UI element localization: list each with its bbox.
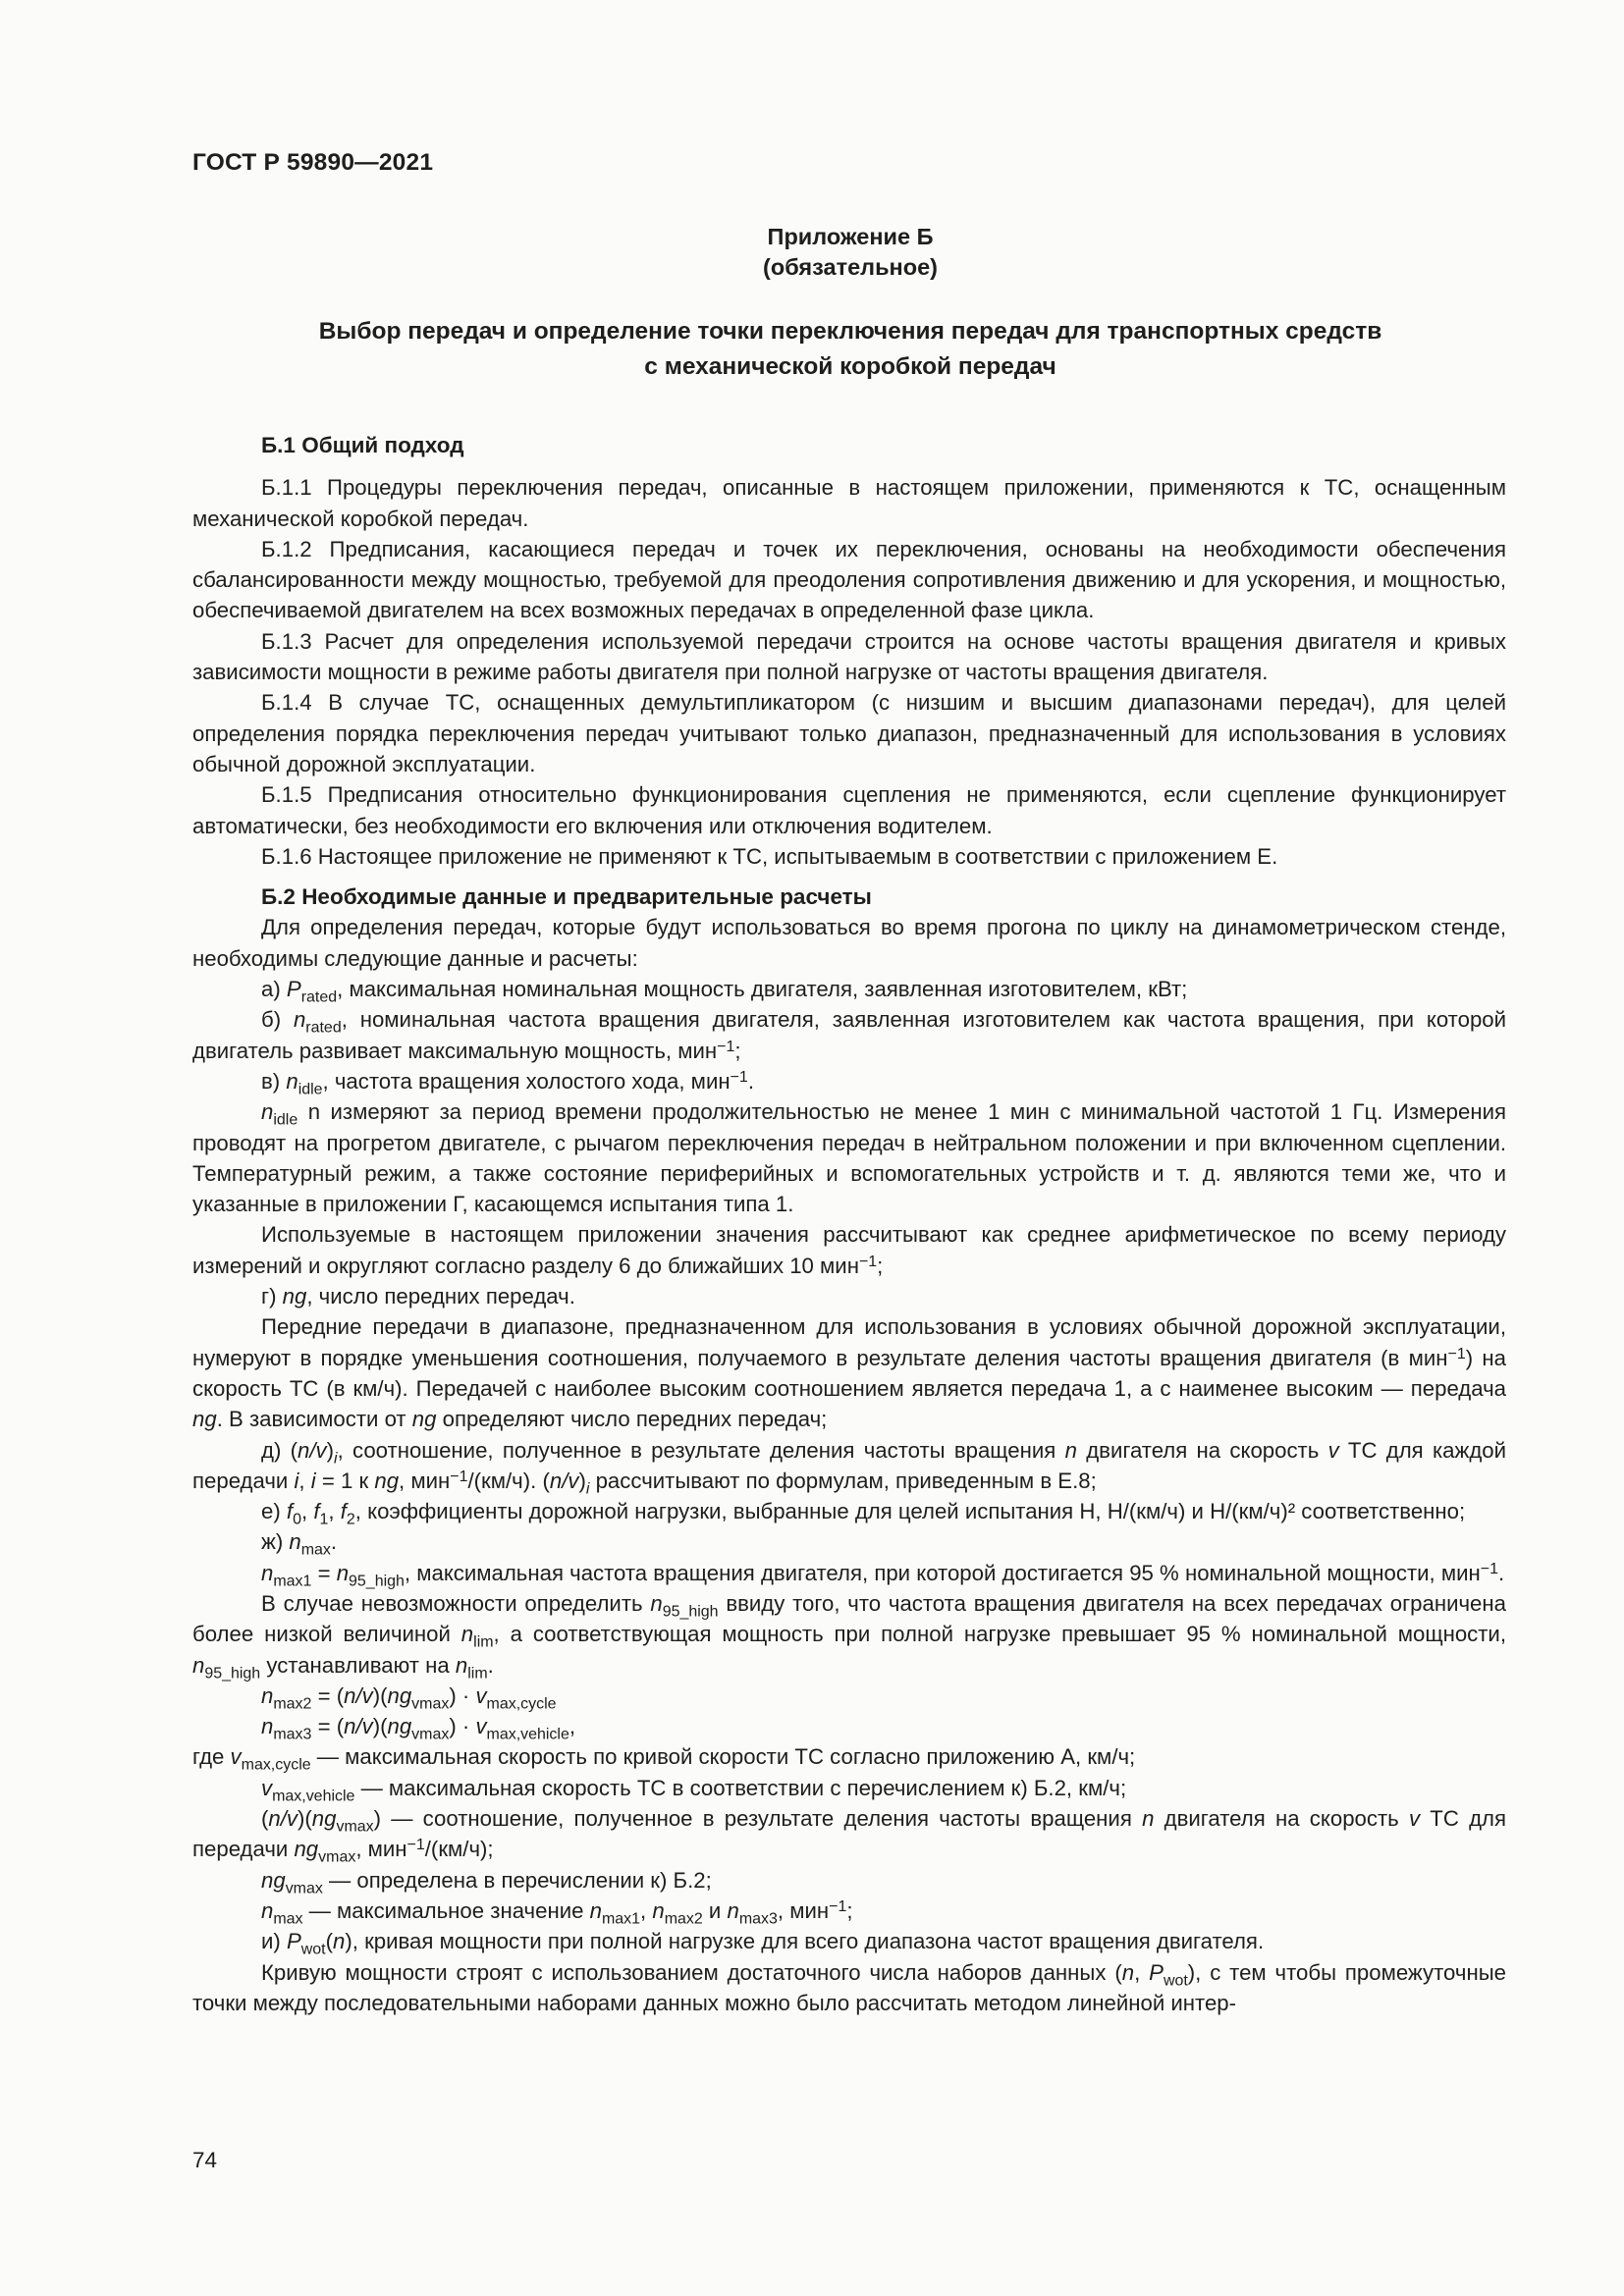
paragraph-b1-4: Б.1.4 В случае ТС, оснащенных демультипликатором (с низшим и высшим диапазонами передач), для целей определения порядка переключения передач учитывают только диапазон, предназначенный для использования в условиях обычной дорожной эксплуатации.	[192, 690, 1506, 776]
item-i-p-wot: и) $P_{wot}(n)$, кривая мощности при полной нагрузке для всего диапазона частот вращения двигателя.	[261, 1929, 1265, 1958]
paragraph-b1-1: Б.1.1 Процедуры переключения передач, описанные в настоящем приложении, применяются к ТС, оснащенным механической коробкой передач.	[192, 475, 1506, 531]
annex-title-line-1: Выбор передач и определение точки переключения передач для транспортных средств	[318, 318, 1382, 345]
paragraph-n-idle-measurement: $n_{idle}$ n измеряют за период времени продолжительностью не менее 1 мин с минимальной частотой 1 Гц. Измерения проводят на прогретом двигателе, с рычагом переключения передач в нейтральном положении и при включенном сцеплении. Температурный режим, а также состояние периферийных и вспомогательных устройств и т. д. являются теми же, что и указанные в приложении Г, касающемся испытания типа 1.	[192, 1099, 1506, 1217]
document-body	[192, 430, 1506, 2018]
paragraph-b1-3: Б.1.3 Расчет для определения используемой передачи строится на основе частоты вращения двигателя и кривых зависимости мощности в режиме работы двигателя при полной нагрузке от частоты вращения двигателя.	[192, 628, 1506, 685]
item-v-n-idle: в) $n_{idle}$, частота вращения холостого хода, мин$^{-1}$.	[261, 1068, 754, 1098]
paragraph-n95-impossible: В случае невозможности определить $n_{95\_high}$ ввиду того, что частота вращения двигателя на всех передачах ограничена более низкой величиной $n_{lim}$, а соответствующая мощность при полной нагрузке превышает 95 % номинальной мощности, $n_{95\_high}$ устанавливают на $n_{lim}$.	[192, 1590, 1506, 1682]
item-a-p-rated: а) $P_{rated}$, максимальная номинальная мощность двигателя, заявленная изготовителем, кВт;	[261, 977, 1188, 1006]
paragraph-b1-2: Б.1.2 Предписания, касающиеся передач и точек их переключения, основаны на необходимости обеспечения сбалансированности между мощностью, требуемой для преодоления сопротивления движению и для ускорения, и мощностью, обеспечиваемой двигателем на всех возможных передачах в определенной фазе цикла.	[192, 536, 1506, 623]
where-n-max: $n_{max}$ — максимальное значение $n_{max1}$, $n_{max2}$ и $n_{max3}$, мин$^{-1}$;	[261, 1897, 853, 1928]
section-heading-b2: Б.2 Необходимые данные и предварительные расчеты	[261, 884, 872, 910]
item-e-road-load: е) $f_0$, $f_1$, $f_2$, коэффициенты дорожной нагрузки, выбранные для целей испытания Н, Н/(км/ч) и Н/(км/ч)² соответственно;	[261, 1499, 1466, 1528]
formula-n-max3: $n_{max3} = (n/v)(ng_{vmax}) \cdot v_{max,vehicle}$,	[261, 1714, 576, 1743]
paragraph-power-curve: Кривую мощности строят с использованием достаточного числа наборов данных (n, $P_{wot}$), с тем чтобы промежуточные точки между последовательными наборами данных можно было рассчитать методом линейной интер-	[192, 1959, 1506, 2015]
item-b-n-rated: б) $n_{rated}$, номинальная частота вращения двигателя, заявленная изготовителем как частота вращения, при которой двигатель развивает максимальную мощность, мин$^{-1}$;	[192, 1007, 1507, 1063]
where-ratio-ngvmax: $(n/v)(ng_{vmax})$ — соотношение, полученное в результате деления частоты вращения n двигателя на скорость v ТС для передачи $ng_{vmax}$, мин$^{-1}$/(км/ч);	[192, 1806, 1506, 1866]
annex-title	[192, 314, 1508, 385]
where-ngvmax: $ng_{vmax}$ — определена в перечислении к) Б.2;	[261, 1867, 712, 1897]
paragraph-averaging: Используемые в настоящем приложении значения рассчитывают как среднее арифметическое по всему периоду измерений и округляют согласно разделу 6 до ближайших 10 мин$^{-1}$;	[192, 1222, 1506, 1278]
where-v-max-vehicle: $v_{max,vehicle}$ — максимальная скорость ТС в соответствии с перечислением к) Б.2, км/ч;	[261, 1775, 1127, 1805]
paragraph-b2-intro: Для определения передач, которые будут использоваться во время прогона по циклу на динамометрическом стенде, необходимы следующие данные и расчеты:	[192, 915, 1506, 971]
item-zh-n-max: ж) $n_{max}$.	[261, 1529, 338, 1559]
section-heading-b1: Б.1 Общий подход	[261, 433, 464, 457]
paragraph-b1-6: Б.1.6 Настоящее приложение не применяют к ТС, испытываемым в соответствии с приложением Е.	[261, 843, 1278, 869]
paragraph-b1-5: Б.1.5 Предписания относительно функционирования сцепления не применяются, если сцепление функционирует автоматически, без необходимости его включения или отключения водителем.	[192, 782, 1506, 838]
formula-n-max2: $n_{max2} = (n/v)(ng_{vmax}) \cdot v_{max,cycle}$	[261, 1682, 557, 1713]
item-d-ratio: д) $(n/v)_i$, соотношение, полученное в результате деления частоты вращения n двигателя на скорость v ТС для каждой передачи i, i = 1 к ng, мин$^{-1}$/(км/ч). $(n/v)_i$ рассчитывают по формулам, приведенным в Е.8;	[192, 1437, 1507, 1498]
paragraph-forward-gears: Передние передачи в диапазоне, предназначенном для использования в условиях обычной дорожной эксплуатации, нумеруют в порядке уменьшения соотношения, получаемого в результате деления частоты вращения двигателя (в мин$^{-1}$) на скорость ТС (в км/ч). Передачей с наиболее высоким соотношением является передача 1, а с наименее высоким — передача ng. В зависимости от ng определяют число передних передач;	[192, 1314, 1506, 1432]
document-header: ГОСТ Р 59890—2021	[192, 149, 434, 176]
annex-label-block	[192, 222, 1508, 283]
annex-label: Приложение Б	[767, 224, 934, 249]
annex-title-line-2: с механической коробкой передач	[644, 353, 1056, 380]
where-v-max-cycle: где $v_{max,cycle}$ — максимальная скорость по кривой скорости ТС согласно приложению А, км/ч;	[192, 1744, 1136, 1775]
page-number: 74	[192, 2148, 218, 2172]
item-g-ng: г) ng, число передних передач.	[261, 1284, 575, 1309]
formula-n-max1: $n_{max1} = n_{95\_high}$, максимальная частота вращения двигателя, при которой достигается 95 % номинальной мощности, мин$^{-1}$.	[261, 1560, 1505, 1590]
annex-status: (обязательное)	[763, 254, 938, 280]
